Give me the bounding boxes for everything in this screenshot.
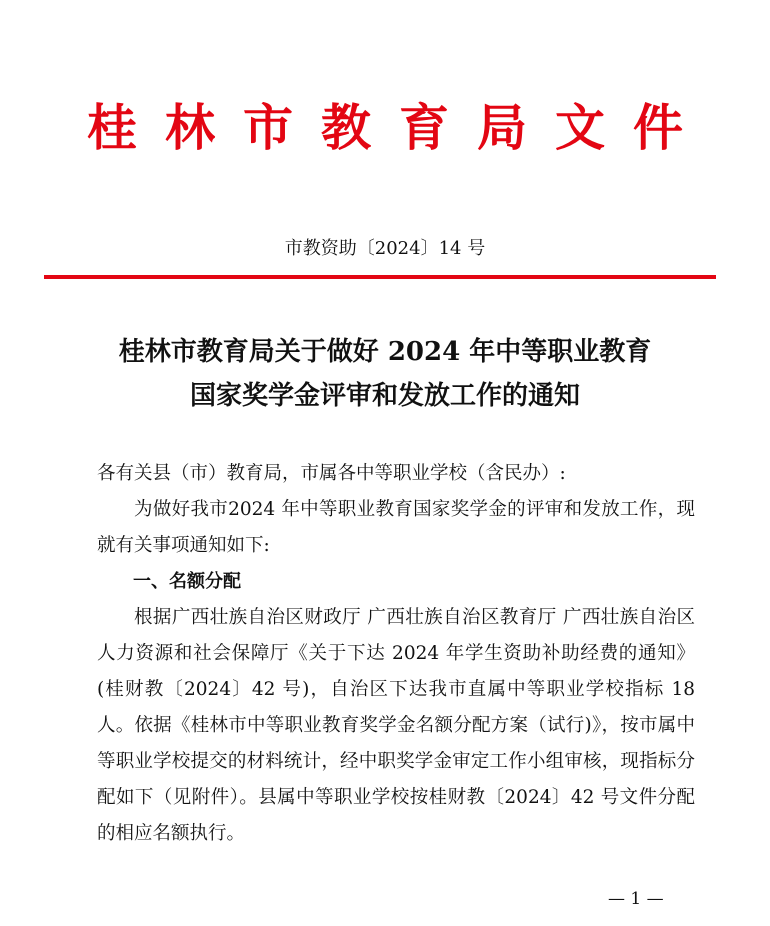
section-heading-quota: 一、名额分配 bbox=[133, 571, 241, 592]
notice-title bbox=[60, 330, 710, 418]
quota-paragraph: 根据广西壮族自治区财政厅 广西壮族自治区教育厅 广西壮族自治区人力资源和社会保障厅《关于下达 2024 年学生资助补助经费的通知》(桂财教〔2024〕42 号)，自治区下达我市直属中等职业学校指标 18 人。依据《桂林市中等职业教育奖学金名额分配方案（试行)》，按市属中等职业学校提交的材料统计，经中职奖学金审定工作小组审核，现指标分配如下（见附件）。县属中等职业学校按桂财教〔2024〕42 号文件分配的相应名额执行。 bbox=[97, 607, 695, 844]
masthead-title: 桂林市教育局文件 bbox=[87, 99, 711, 157]
page-number: — 1 — bbox=[608, 889, 664, 909]
notice-body bbox=[97, 456, 695, 852]
intro-paragraph: 为做好我市2024 年中等职业教育国家奖学金的评审和发放工作，现就有关事项通知如下: bbox=[97, 499, 695, 556]
notice-title-line-2: 国家奖学金评审和发放工作的通知 bbox=[189, 381, 580, 411]
notice-title-line-1: 桂林市教育局关于做好 2024 年中等职业教育 bbox=[118, 337, 652, 367]
red-divider-line bbox=[44, 275, 716, 279]
salutation: 各有关县（市）教育局，市属各中等职业学校（含民办）: bbox=[97, 463, 566, 484]
document-number: 市教资助〔2024〕14 号 bbox=[284, 238, 486, 259]
